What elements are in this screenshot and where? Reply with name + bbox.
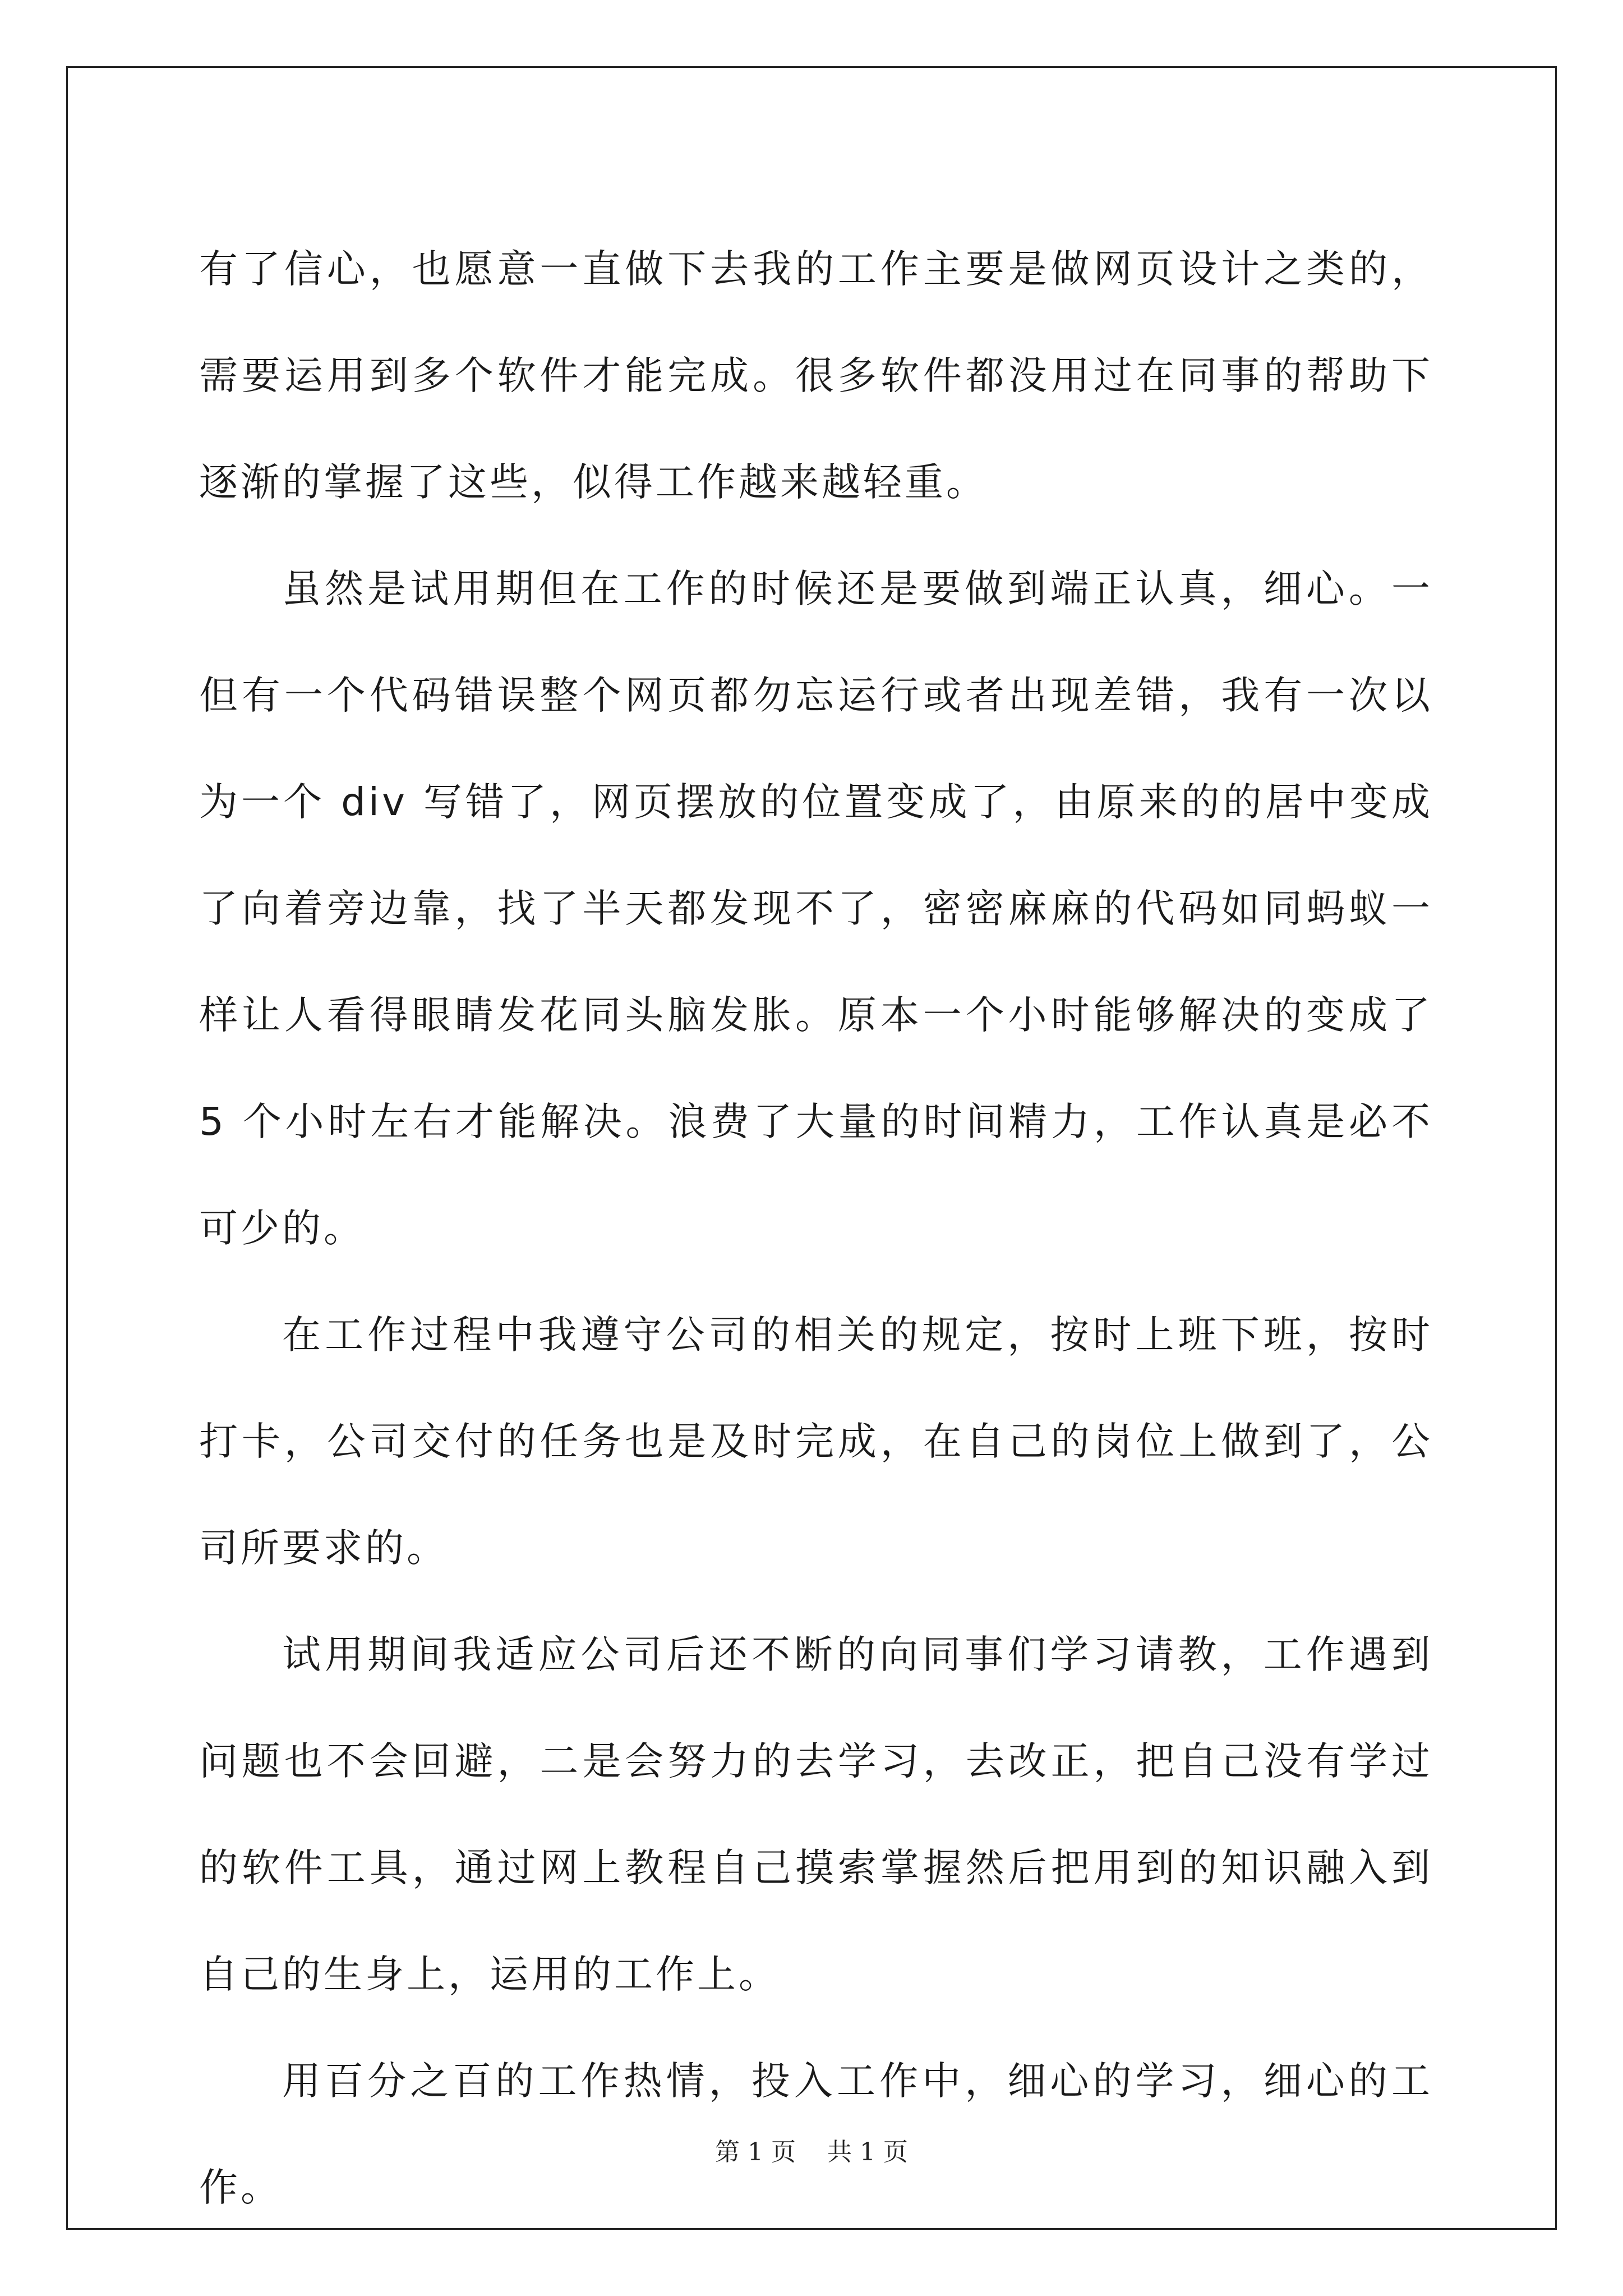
page-number-footer: 第 1 页 共 1 页 xyxy=(715,2138,908,2166)
paragraph-4: 试用期间我适应公司后还不断的向同事们学习请教，工作遇到问题也不会回避，二是会努力的去学习，去改正，把自己没有学过的软件工具，通过网上教程自己摸索掌握然后把用到的知识融入到自己的生身上，运用的工作上。 xyxy=(199,1632,1433,1997)
paragraph-5: 用百分之百的工作热情，投入工作中，细心的学习，细心的工作。 xyxy=(199,2059,1433,2210)
document-body xyxy=(199,216,1433,2241)
paragraph-1: 有了信心，也愿意一直做下去我的工作主要是做网页设计之类的，需要运用到多个软件才能完成。很多软件都没用过在同事的帮助下逐渐的掌握了这些，似得工作越来越轻重。 xyxy=(199,247,1433,505)
paragraph-3: 在工作过程中我遵守公司的相关的规定，按时上班下班，按时打卡，公司交付的任务也是及时完成，在自己的岗位上做到了，公司所要求的。 xyxy=(199,1313,1433,1571)
paragraph-2: 虽然是试用期但在工作的时候还是要做到端正认真，细心。一但有一个代码错误整个网页都勿忘运行或者出现差错，我有一次以为一个 div 写错了，网页摆放的位置变成了，由原来的的居中变成了向着旁边靠，找了半天都发现不了，密密麻麻的代码如同蚂蚁一样让人看得眼睛发花同头脑发胀。原本一个小时能够解决的变成了 5 个小时左右才能解决。浪费了大量的时间精力，工作认真是必不可少的。 xyxy=(199,567,1433,1251)
